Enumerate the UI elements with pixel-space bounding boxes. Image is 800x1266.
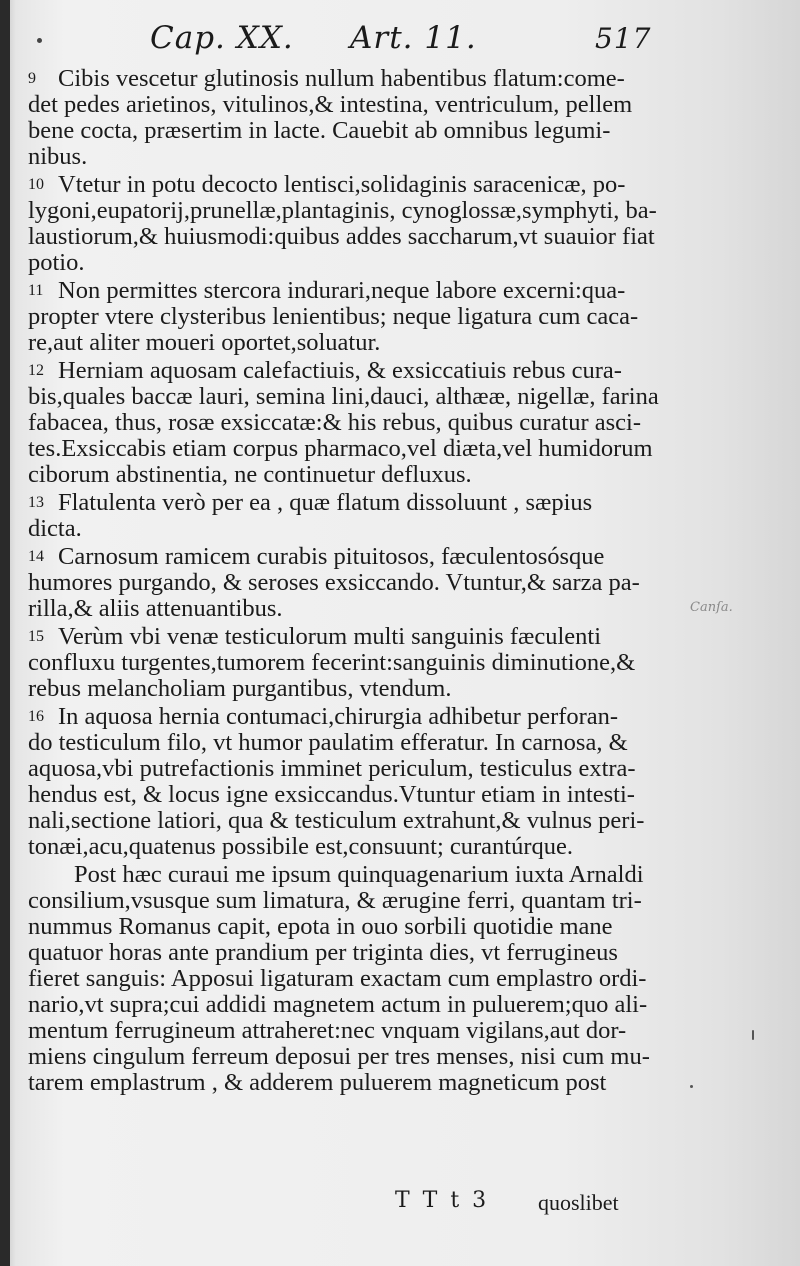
text-line bbox=[28, 940, 656, 966]
line-text: propter vtere clysteribus lenientibus; neque ligatura cum caca- bbox=[28, 303, 639, 330]
line-text: laustiorum,& huiusmodi:quibus addes saccharum,vt suauior fiat bbox=[28, 223, 655, 250]
text-line bbox=[28, 410, 656, 436]
text-line bbox=[28, 198, 656, 224]
chapter-heading: Cap. XX. bbox=[150, 20, 294, 56]
line-text: Post hæc curaui me ipsum quinquagenarium iuxta Arnaldi bbox=[74, 861, 644, 888]
paragraph bbox=[28, 862, 656, 1096]
line-text: potio. bbox=[28, 249, 85, 276]
text-line bbox=[28, 383, 659, 410]
text-line bbox=[28, 570, 656, 596]
paragraph bbox=[28, 66, 656, 170]
text-line bbox=[28, 66, 656, 92]
line-text: fieret sanguis: Apposui ligaturam exactam cum emplastro ordi- bbox=[28, 965, 647, 992]
text-line bbox=[28, 862, 656, 888]
running-head bbox=[0, 14, 800, 64]
line-text: tarem emplastrum , & adderem puluerem magneticum post bbox=[28, 1069, 607, 1096]
paragraph-number: 14 bbox=[28, 548, 44, 565]
paragraph-number: 13 bbox=[28, 494, 44, 511]
page-gutter bbox=[0, 0, 10, 1266]
text-line bbox=[28, 330, 656, 356]
ink-speck bbox=[690, 1085, 693, 1088]
ink-mark bbox=[752, 1030, 754, 1040]
signature-mark: T T t 3 bbox=[395, 1188, 490, 1213]
line-text: lygoni,eupatorij,prunellæ,plantaginis, cynoglossæ,symphyti, ba- bbox=[28, 197, 657, 224]
text-line bbox=[28, 278, 656, 304]
catchword: quoslibet bbox=[538, 1190, 619, 1215]
text-line bbox=[28, 544, 656, 570]
line-text: fabacea, thus, rosæ exsiccatæ:& his rebus, quibus curatur asci- bbox=[28, 409, 642, 436]
line-text: bene cocta, præsertim in lacte. Cauebit ab omnibus legumi- bbox=[28, 117, 611, 144]
line-text: mentum ferrugineum attraheret:nec vnquam vigilans,aut dor- bbox=[28, 1017, 627, 1044]
text-line bbox=[28, 118, 656, 144]
paragraph-number: 15 bbox=[28, 628, 44, 645]
line-text: re,aut aliter moueri oportet,soluatur. bbox=[28, 329, 381, 356]
text-line bbox=[28, 834, 656, 860]
line-text: ciborum abstinentia, ne continuetur defluxus. bbox=[28, 461, 472, 488]
line-text: nario,vt supra;cui addidi magnetem actum in puluerem;quo ali- bbox=[28, 991, 648, 1018]
paragraph-number: 10 bbox=[28, 176, 44, 193]
paragraph bbox=[28, 704, 656, 860]
text-line bbox=[28, 462, 656, 488]
text-line bbox=[28, 92, 656, 118]
page-number: 517 bbox=[595, 22, 652, 55]
line-text: aquosa,vbi putrefactionis imminet periculum, testiculus extra- bbox=[28, 755, 636, 782]
margin-note: Canſa. bbox=[690, 600, 733, 615]
text-line bbox=[28, 516, 656, 542]
line-text: nali,sectione latiori, qua & testiculum extrahunt,& vulnus peri- bbox=[28, 807, 645, 834]
page-body bbox=[28, 65, 659, 1098]
line-text: humores purgando, & seroses exsiccando. Vtuntur,& sarza pa- bbox=[28, 569, 640, 596]
line-text: nibus. bbox=[28, 143, 88, 170]
text-line bbox=[28, 172, 656, 198]
paragraph-number: 16 bbox=[28, 708, 44, 725]
text-line bbox=[28, 1018, 656, 1044]
text-line bbox=[28, 1044, 656, 1070]
line-text: quatuor horas ante prandium per triginta dies, vt ferrugineus bbox=[28, 939, 618, 966]
line-text: det pedes arietinos, vitulinos,& intestina, ventriculum, pellem bbox=[28, 91, 633, 118]
line-text: miens cingulum ferreum deposui per tres menses, nisi cum mu- bbox=[28, 1043, 650, 1070]
line-text: Verùm vbi venæ testiculorum multi sanguinis fæculenti bbox=[58, 623, 602, 650]
text-line bbox=[28, 992, 656, 1018]
paragraph bbox=[28, 172, 656, 276]
line-text: Herniam aquosam calefactiuis, & exsiccatiuis rebus cura- bbox=[58, 357, 622, 384]
line-text: Flatulenta verò per ea , quæ flatum dissoluunt , sæpius bbox=[58, 489, 593, 516]
text-line bbox=[28, 704, 656, 730]
line-text: consilium,vsusque sum limatura, & ærugine ferri, quantam tri- bbox=[28, 887, 642, 914]
page-footer bbox=[0, 1188, 800, 1228]
text-line bbox=[28, 224, 656, 250]
line-text: dicta. bbox=[28, 515, 82, 542]
text-line bbox=[28, 966, 656, 992]
text-line bbox=[28, 676, 656, 702]
line-text: bis,quales baccæ lauri, semina lini,dauci, althææ, nigellæ, farina bbox=[28, 383, 659, 410]
text-line bbox=[28, 730, 656, 756]
text-line bbox=[28, 144, 656, 170]
ornament-dot bbox=[37, 38, 42, 43]
line-text: Vtetur in potu decocto lentisci,solidaginis saracenicæ, po- bbox=[58, 171, 626, 198]
text-line bbox=[28, 756, 656, 782]
line-text: confluxu turgentes,tumorem fecerint:sanguinis diminutione,& bbox=[28, 649, 636, 676]
article-heading: Art. 11. bbox=[350, 20, 477, 56]
paragraph bbox=[28, 490, 656, 542]
line-text: nummus Romanus capit, epota in ouo sorbili quotidie mane bbox=[28, 913, 613, 940]
paragraph-number: 11 bbox=[28, 282, 44, 299]
text-line bbox=[28, 596, 656, 622]
line-text: tonæi,acu,quatenus possibile est,consuunt; curantúrque. bbox=[28, 833, 574, 860]
text-line bbox=[28, 888, 656, 914]
paragraph bbox=[28, 624, 656, 702]
line-text: rebus melancholiam purgantibus, vtendum. bbox=[28, 675, 452, 702]
paragraph bbox=[28, 357, 659, 488]
text-line bbox=[28, 490, 656, 516]
paragraph bbox=[28, 278, 656, 356]
line-text: Cibis vescetur glutinosis nullum habentibus flatum:come- bbox=[58, 65, 625, 92]
paragraph bbox=[28, 544, 656, 622]
text-line bbox=[28, 808, 656, 834]
line-text: Carnosum ramicem curabis pituitosos, fæculentosósque bbox=[58, 543, 605, 570]
text-line bbox=[28, 624, 656, 650]
text-line bbox=[28, 914, 656, 940]
paragraph-number: 9 bbox=[28, 70, 36, 87]
line-text: tes.Exsiccabis etiam corpus pharmaco,vel diæta,vel humidorum bbox=[28, 435, 653, 462]
text-line bbox=[28, 782, 656, 808]
line-text: hendus est, & locus igne exsiccandus.Vtuntur etiam in intesti- bbox=[28, 781, 635, 808]
text-line bbox=[28, 358, 656, 384]
line-text: do testiculum filo, vt humor paulatim efferatur. In carnosa, & bbox=[28, 729, 628, 756]
text-line bbox=[28, 650, 656, 676]
text-line bbox=[28, 436, 656, 462]
text-line bbox=[28, 304, 656, 330]
line-text: In aquosa hernia contumaci,chirurgia adhibetur perforan- bbox=[58, 703, 619, 730]
paragraph-number: 12 bbox=[28, 362, 44, 379]
line-text: Non permittes stercora indurari,neque labore excerni:qua- bbox=[58, 277, 626, 304]
text-line bbox=[28, 1070, 656, 1096]
line-text: rilla,& aliis attenuantibus. bbox=[28, 595, 283, 622]
text-line bbox=[28, 250, 656, 276]
